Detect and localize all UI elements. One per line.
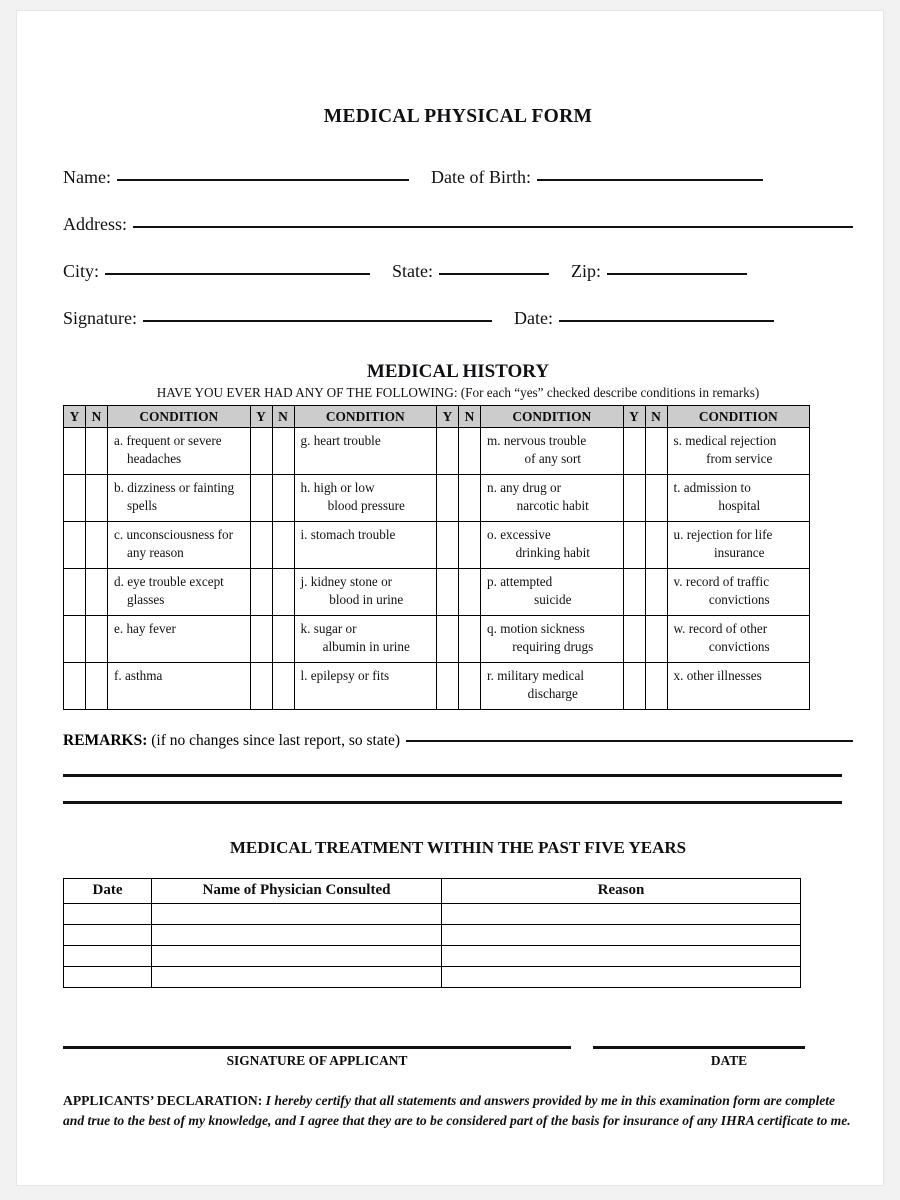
condition-cell [481, 615, 624, 662]
condition-text-line2: glasses [127, 592, 165, 608]
no-checkbox-cell[interactable] [459, 615, 481, 662]
condition-text-line2: headaches [127, 451, 182, 467]
no-checkbox-cell[interactable] [272, 568, 294, 615]
medical-history-table [63, 405, 810, 710]
condition-text: x. other illnesses [673, 667, 762, 683]
condition-text-line2: convictions [708, 592, 770, 608]
no-checkbox-cell[interactable] [459, 521, 481, 568]
treatment-heading: MEDICAL TREATMENT WITHIN THE PAST FIVE YEARS [229, 837, 687, 857]
condition-text: u. rejection for life [673, 526, 773, 542]
remarks-input-line-3[interactable] [63, 801, 842, 804]
treatment-col-reason: Reason [442, 878, 801, 903]
no-checkbox-cell[interactable] [459, 662, 481, 709]
condition-cell [481, 474, 624, 521]
condition-text: k. sugar or [300, 620, 357, 636]
condition-cell [667, 615, 810, 662]
treatment-date-cell[interactable] [64, 945, 152, 966]
document-sheet [16, 10, 884, 1186]
condition-cell [108, 615, 251, 662]
condition-cell [481, 568, 624, 615]
no-checkbox-cell[interactable] [645, 428, 667, 475]
condition-text: r. military medical [487, 667, 585, 683]
yes-checkbox-cell[interactable] [250, 521, 272, 568]
no-checkbox-cell[interactable] [86, 615, 108, 662]
no-checkbox-cell[interactable] [645, 615, 667, 662]
no-checkbox-cell[interactable] [459, 428, 481, 475]
condition-cell [294, 428, 437, 475]
condition-cell [667, 474, 810, 521]
yes-checkbox-cell[interactable] [623, 615, 645, 662]
condition-text-line2: hospital [718, 498, 761, 514]
condition-cell [294, 662, 437, 709]
no-checkbox-cell[interactable] [86, 662, 108, 709]
yes-checkbox-cell[interactable] [623, 428, 645, 475]
table-row [64, 966, 801, 987]
condition-text: h. high or low [300, 479, 375, 495]
yes-checkbox-cell[interactable] [623, 662, 645, 709]
condition-text: j. kidney stone or [300, 573, 393, 589]
condition-text: q. motion sickness [487, 620, 585, 636]
zip-input[interactable] [607, 273, 747, 275]
table-row [64, 924, 801, 945]
signature-block [63, 1046, 853, 1069]
yes-checkbox-cell[interactable] [64, 662, 86, 709]
yes-checkbox-cell[interactable] [437, 662, 459, 709]
dob-input[interactable] [537, 179, 763, 181]
treatment-date-cell[interactable] [64, 903, 152, 924]
condition-text: w. record of other [673, 620, 768, 636]
condition-text-line2: suicide [534, 592, 572, 608]
treatment-physician-cell[interactable] [152, 945, 442, 966]
city-state-zip-row [63, 261, 853, 282]
condition-cell [294, 615, 437, 662]
condition-text: e. hay fever [114, 620, 176, 636]
dob-label: Date of Birth: [430, 167, 531, 187]
condition-cell [481, 428, 624, 475]
no-checkbox-cell[interactable] [272, 474, 294, 521]
yes-checkbox-cell[interactable] [437, 615, 459, 662]
condition-text: a. frequent or severe [114, 433, 222, 448]
condition-cell [667, 521, 810, 568]
no-checkbox-cell[interactable] [86, 474, 108, 521]
condition-text-line2: of any sort [524, 451, 581, 467]
date-label: Date: [514, 308, 553, 328]
treatment-reason-cell[interactable] [442, 903, 801, 924]
col1-condition-header: CONDITION [108, 406, 251, 428]
no-checkbox-cell[interactable] [272, 662, 294, 709]
col3-no-header: N [459, 406, 481, 428]
yes-checkbox-cell[interactable] [64, 615, 86, 662]
condition-cell [294, 521, 437, 568]
yes-checkbox-cell[interactable] [250, 568, 272, 615]
condition-text: d. eye trouble except [114, 573, 224, 589]
condition-text: s. medical rejection [673, 433, 777, 448]
no-checkbox-cell[interactable] [459, 474, 481, 521]
condition-text-line2: blood in urine [329, 592, 404, 608]
condition-text: n. any drug or [487, 479, 561, 495]
page-title: MEDICAL PHYSICAL FORM [323, 106, 593, 127]
yes-checkbox-cell[interactable] [437, 474, 459, 521]
condition-cell [108, 474, 251, 521]
medical-history-header-row [64, 406, 810, 428]
yes-checkbox-cell[interactable] [623, 568, 645, 615]
col3-yes-header: Y [437, 406, 459, 428]
col1-yes-header: Y [64, 406, 86, 428]
date-input[interactable] [559, 320, 774, 322]
treatment-col-physician: Name of Physician Consulted [152, 878, 442, 903]
yes-checkbox-cell[interactable] [64, 521, 86, 568]
signature-date-group [593, 1046, 805, 1069]
name-input[interactable] [117, 179, 409, 181]
col2-condition-header: CONDITION [294, 406, 437, 428]
remarks-input-line-1[interactable] [406, 740, 853, 742]
yes-checkbox-cell[interactable] [250, 662, 272, 709]
zip-label: Zip: [571, 261, 602, 281]
treatment-col-date: Date [64, 878, 152, 903]
treatment-reason-cell[interactable] [442, 945, 801, 966]
yes-checkbox-cell[interactable] [64, 474, 86, 521]
condition-cell [108, 568, 251, 615]
address-row [63, 214, 853, 235]
condition-cell [108, 662, 251, 709]
yes-checkbox-cell[interactable] [250, 615, 272, 662]
yes-checkbox-cell[interactable] [250, 474, 272, 521]
applicant-signature-group [63, 1046, 571, 1069]
document-body [63, 11, 853, 1132]
condition-text-line2: any reason [127, 545, 184, 561]
yes-checkbox-cell[interactable] [437, 521, 459, 568]
state-input[interactable] [439, 273, 549, 275]
table-row [64, 903, 801, 924]
condition-text: i. stomach trouble [300, 526, 396, 542]
city-label: City: [63, 261, 100, 281]
medical-history-body [64, 428, 810, 710]
condition-cell [294, 568, 437, 615]
condition-text-line2: insurance [713, 545, 765, 561]
condition-cell [294, 474, 437, 521]
condition-text-line2: albumin in urine [322, 639, 410, 655]
no-checkbox-cell[interactable] [645, 521, 667, 568]
condition-cell [108, 428, 251, 475]
col1-no-header: N [86, 406, 108, 428]
condition-text: c. unconsciousness for [114, 526, 234, 542]
name-label: Name: [63, 167, 111, 187]
table-row [64, 521, 810, 568]
condition-text: l. epilepsy or fits [300, 667, 390, 683]
applicant-signature-caption: SIGNATURE OF APPLICANT [226, 1052, 408, 1068]
no-checkbox-cell[interactable] [86, 568, 108, 615]
treatment-table [63, 878, 801, 988]
col3-condition-header: CONDITION [481, 406, 624, 428]
no-checkbox-cell[interactable] [272, 428, 294, 475]
no-checkbox-cell[interactable] [459, 568, 481, 615]
col4-no-header: N [645, 406, 667, 428]
col4-yes-header: Y [623, 406, 645, 428]
declaration-body: I hereby certify that all statements and answers provided by me in this examination form are complete and true to the best of my knowledge, and I agree that they are to be considered part of the basis for insurance of any IHRA certificate to me. [63, 1092, 851, 1129]
condition-cell [667, 568, 810, 615]
condition-text: b. dizziness or fainting [114, 479, 235, 495]
remarks-label: REMARKS: [63, 731, 148, 749]
table-row [64, 945, 801, 966]
no-checkbox-cell[interactable] [272, 521, 294, 568]
address-input[interactable] [133, 226, 853, 228]
condition-text-line2: from service [706, 451, 773, 467]
no-checkbox-cell[interactable] [645, 568, 667, 615]
yes-checkbox-cell[interactable] [250, 428, 272, 475]
table-row [64, 615, 810, 662]
condition-cell [108, 521, 251, 568]
condition-text-line2: blood pressure [327, 498, 405, 514]
condition-text: o. excessive [487, 526, 551, 542]
no-checkbox-cell[interactable] [645, 474, 667, 521]
treatment-reason-cell[interactable] [442, 924, 801, 945]
condition-text-line2: requiring drugs [512, 639, 594, 655]
name-dob-row [63, 167, 853, 188]
state-label: State: [392, 261, 434, 281]
table-row [64, 428, 810, 475]
condition-text-line2: discharge [527, 686, 578, 702]
condition-text: v. record of traffic [673, 573, 770, 589]
table-row [64, 568, 810, 615]
signature-label: Signature: [63, 308, 137, 328]
city-input[interactable] [105, 273, 370, 275]
remarks-instruction: (if no changes since last report, so state) [147, 731, 401, 749]
address-label: Address: [63, 214, 127, 234]
condition-cell [667, 662, 810, 709]
condition-cell [481, 521, 624, 568]
yes-checkbox-cell[interactable] [437, 568, 459, 615]
yes-checkbox-cell[interactable] [64, 428, 86, 475]
col2-yes-header: Y [250, 406, 272, 428]
condition-text-line2: narcotic habit [516, 498, 589, 514]
condition-text-line2: drinking habit [515, 545, 590, 561]
remarks-row [63, 732, 853, 750]
no-checkbox-cell[interactable] [86, 521, 108, 568]
signature-input[interactable] [143, 320, 492, 322]
no-checkbox-cell[interactable] [272, 615, 294, 662]
declaration-paragraph [63, 1091, 852, 1132]
table-row [64, 474, 810, 521]
condition-text: t. admission to [673, 479, 751, 495]
yes-checkbox-cell[interactable] [64, 568, 86, 615]
col2-no-header: N [272, 406, 294, 428]
condition-text: g. heart trouble [300, 433, 381, 448]
medical-history-heading: MEDICAL HISTORY [366, 361, 550, 382]
condition-text: m. nervous trouble [487, 433, 587, 448]
condition-text-line2: convictions [708, 639, 770, 655]
yes-checkbox-cell[interactable] [437, 428, 459, 475]
condition-text: f. asthma [114, 667, 163, 683]
condition-text: p. attempted [487, 573, 553, 589]
declaration-label: APPLICANTS’ DECLARATION: [63, 1092, 263, 1108]
medical-history-subheading: HAVE YOU EVER HAD ANY OF THE FOLLOWING: (For each “yes” checked describe conditions in remarks) [156, 385, 760, 400]
treatment-date-cell[interactable] [64, 924, 152, 945]
table-row [64, 662, 810, 709]
condition-cell [667, 428, 810, 475]
treatment-header-row [64, 878, 801, 903]
yes-checkbox-cell[interactable] [623, 521, 645, 568]
treatment-reason-cell[interactable] [442, 966, 801, 987]
condition-text-line2: spells [127, 498, 158, 514]
treatment-physician-cell[interactable] [152, 966, 442, 987]
yes-checkbox-cell[interactable] [623, 474, 645, 521]
no-checkbox-cell[interactable] [86, 428, 108, 475]
treatment-date-cell[interactable] [64, 966, 152, 987]
treatment-body [64, 903, 801, 987]
remarks-input-line-2[interactable] [63, 774, 842, 777]
treatment-physician-cell[interactable] [152, 924, 442, 945]
treatment-physician-cell[interactable] [152, 903, 442, 924]
no-checkbox-cell[interactable] [645, 662, 667, 709]
signature-date-caption: DATE [710, 1052, 748, 1068]
signature-date-row [63, 308, 853, 329]
condition-cell [481, 662, 624, 709]
col4-condition-header: CONDITION [667, 406, 810, 428]
